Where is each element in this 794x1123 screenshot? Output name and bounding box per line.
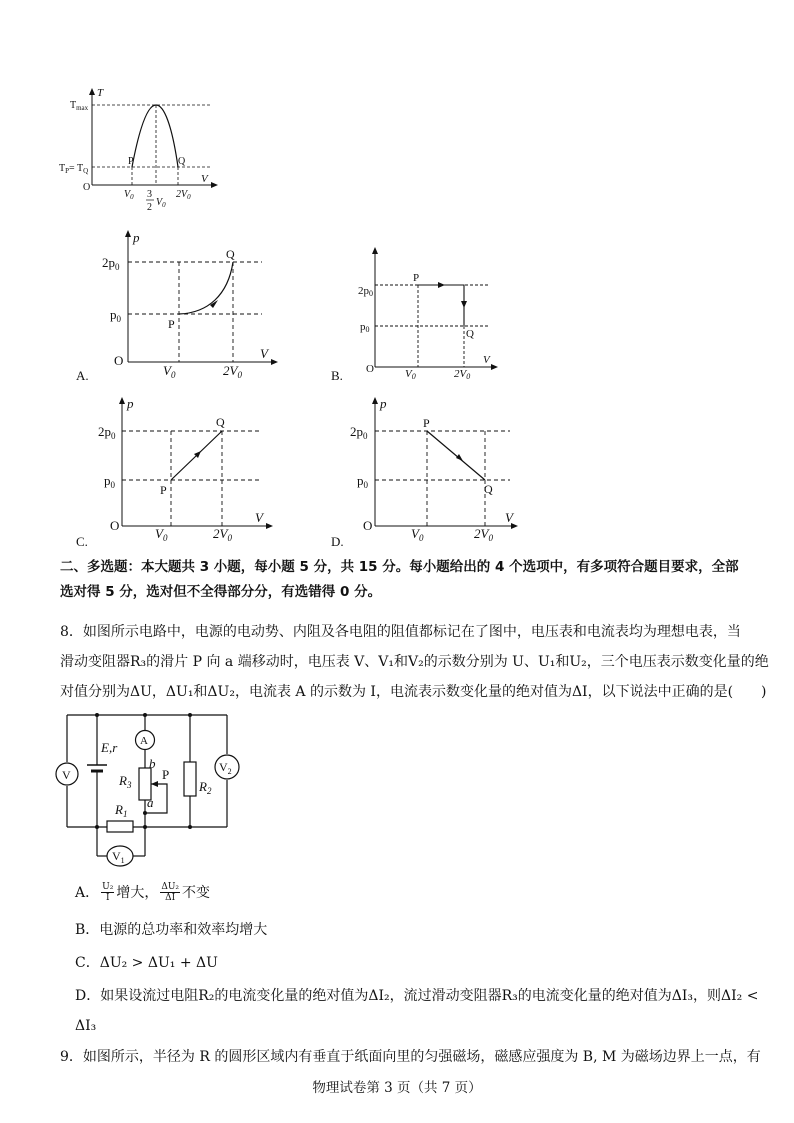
fraction-num: U₂ (102, 882, 114, 892)
tick-p0: $p_0$ (357, 473, 368, 490)
tmax-label: $T_{max}$ (70, 100, 89, 112)
origin-label: O (83, 182, 91, 193)
option-letter: B. (331, 368, 343, 383)
r2-label: $R_2$ (199, 779, 212, 796)
option-a-mid: 增大， (116, 884, 159, 901)
q8-option-d-line1: D．如果设流过电阻R₂的电流变化量的绝对值为ΔI₂，流过滑动变阻器R₃的电流变化量的绝对值为ΔI₃，则ΔI₂ < (75, 988, 759, 1004)
y-axis-label: T (97, 87, 104, 99)
option-a-graph (70, 225, 290, 390)
option-letter: D. (331, 534, 344, 549)
origin-label: O (366, 363, 374, 375)
x-axis-label: V (260, 346, 268, 361)
point-p: P (160, 483, 167, 497)
point-p: P (128, 156, 134, 167)
voltmeter-v-label: V (62, 768, 71, 782)
tick-2p0: $2p_0$ (102, 255, 120, 272)
section-heading-line1: 二、多选题：本大题共 3 小题，每小题 5 分，共 15 分。每小题给出的 4 个选项中，有多项符合题目要求，全部 (60, 559, 739, 575)
tick-32-den: 2 (147, 202, 152, 213)
tick-v0: $V_0$ (155, 526, 168, 543)
tick-2v0: $2V_0$ (223, 363, 242, 380)
q8-line3: 对值分别为ΔU，ΔU₁和ΔU₂，电流表 A 的示数为 I，电流表示数变化量的绝对值为ΔI，以下说法中正确的是( ) (60, 684, 767, 700)
point-q: Q (216, 415, 225, 429)
point-q: Q (484, 482, 493, 496)
tick-p0: $p_0$ (104, 473, 115, 490)
option-d-graph (330, 392, 530, 552)
fraction-den: ΔI (165, 893, 176, 903)
circuit-diagram (55, 708, 255, 870)
tick-v0: $V_0$ (124, 189, 134, 201)
ammeter-label: A (140, 735, 148, 747)
tick-2p0: $2p_0$ (350, 424, 368, 441)
tick-p0: p0 (360, 321, 370, 334)
origin-label: O (110, 518, 120, 533)
q8-line1: 8．如图所示电路中，电源的电动势、内阻及各电阻的阻值都标记在了图中，电压表和电流表均为理想电表，当 (60, 624, 741, 640)
voltmeter-v2-label: $V_2$ (219, 760, 232, 776)
tv-graph (50, 85, 230, 215)
option-letter: C. (76, 534, 88, 549)
tick-2v0: $2V_0$ (213, 526, 232, 543)
x-axis-label: V (255, 510, 263, 525)
y-axis-label: p (127, 396, 134, 411)
point-q: Q (226, 247, 235, 261)
y-axis-label: p (380, 396, 387, 411)
option-c-graph (70, 392, 290, 552)
fraction-den: I (105, 893, 110, 903)
point-p: P (423, 416, 430, 430)
point-p: P (168, 317, 175, 331)
end-b-label: b (149, 756, 156, 771)
q8-option-b: B．电源的总功率和效率均增大 (75, 922, 268, 938)
fraction-num: ΔU₂ (161, 882, 180, 892)
point-q: Q (178, 156, 186, 167)
tick-32-v: $V_0$ (156, 197, 166, 209)
tick-2p0: 2p0 (358, 285, 373, 298)
tick-2v0: $2V_0$ (176, 189, 191, 201)
section-heading-line2: 选对得 5 分，选对但不全得部分分，有选错得 0 分。 (60, 584, 382, 600)
voltmeter-v1-label: $V_1$ (112, 849, 125, 865)
fraction-u2-over-i (101, 882, 114, 903)
x-axis-label: V (505, 510, 513, 525)
slider-p-label: P (162, 767, 170, 782)
q8-option-c: C．ΔU₂ > ΔU₁ + ΔU (75, 955, 218, 971)
point-q: Q (466, 328, 474, 340)
q8-option-d-line2: ΔI₃ (75, 1018, 97, 1034)
q8-option-a (75, 882, 210, 903)
tick-v0: $V_0$ (163, 363, 176, 380)
option-a-post: 不变 (182, 884, 211, 901)
end-a-label: a (147, 795, 154, 810)
y-axis-label: p (133, 230, 140, 245)
tick-2v0: $2V_0$ (474, 526, 493, 543)
option-b-graph (330, 240, 520, 385)
point-p: P (413, 272, 420, 284)
q9-line1: 9．如图所示，半径为 R 的圆形区域内有垂直于纸面向里的匀强磁场，磁感应强度为 B, M 为磁场边界上一点，有 (60, 1049, 761, 1065)
tp-tq-label: $T_P= T_Q$ (59, 163, 89, 175)
option-a-prefix: A． (75, 884, 100, 901)
tick-2v0: 2V0 (454, 368, 471, 381)
origin-label: O (114, 353, 124, 368)
tick-32-num: 3 (147, 189, 152, 200)
option-letter: A. (76, 368, 89, 383)
q8-line2: 滑动变阻器R₃的滑片 P 向 a 端移动时，电压表 V、V₁和V₂的示数分别为 U、U₁和U₂，三个电压表示数变化量的绝 (60, 654, 769, 670)
fraction-du2-over-di (160, 882, 180, 903)
r1-label: $R_1$ (115, 802, 128, 819)
origin-label: O (363, 518, 373, 533)
tick-v0: $V_0$ (411, 526, 424, 543)
page-footer: 物理试卷第 3 页（共 7 页） (312, 1080, 482, 1096)
r3-label: $R_3$ (119, 773, 132, 790)
x-axis-label: V (201, 173, 208, 185)
tick-2p0: $2p_0$ (98, 424, 116, 441)
source-er-label: E,r (101, 740, 118, 755)
x-axis-label: V (483, 354, 490, 366)
tick-p0: $p_0$ (110, 307, 121, 324)
tick-v0: V0 (405, 368, 416, 381)
